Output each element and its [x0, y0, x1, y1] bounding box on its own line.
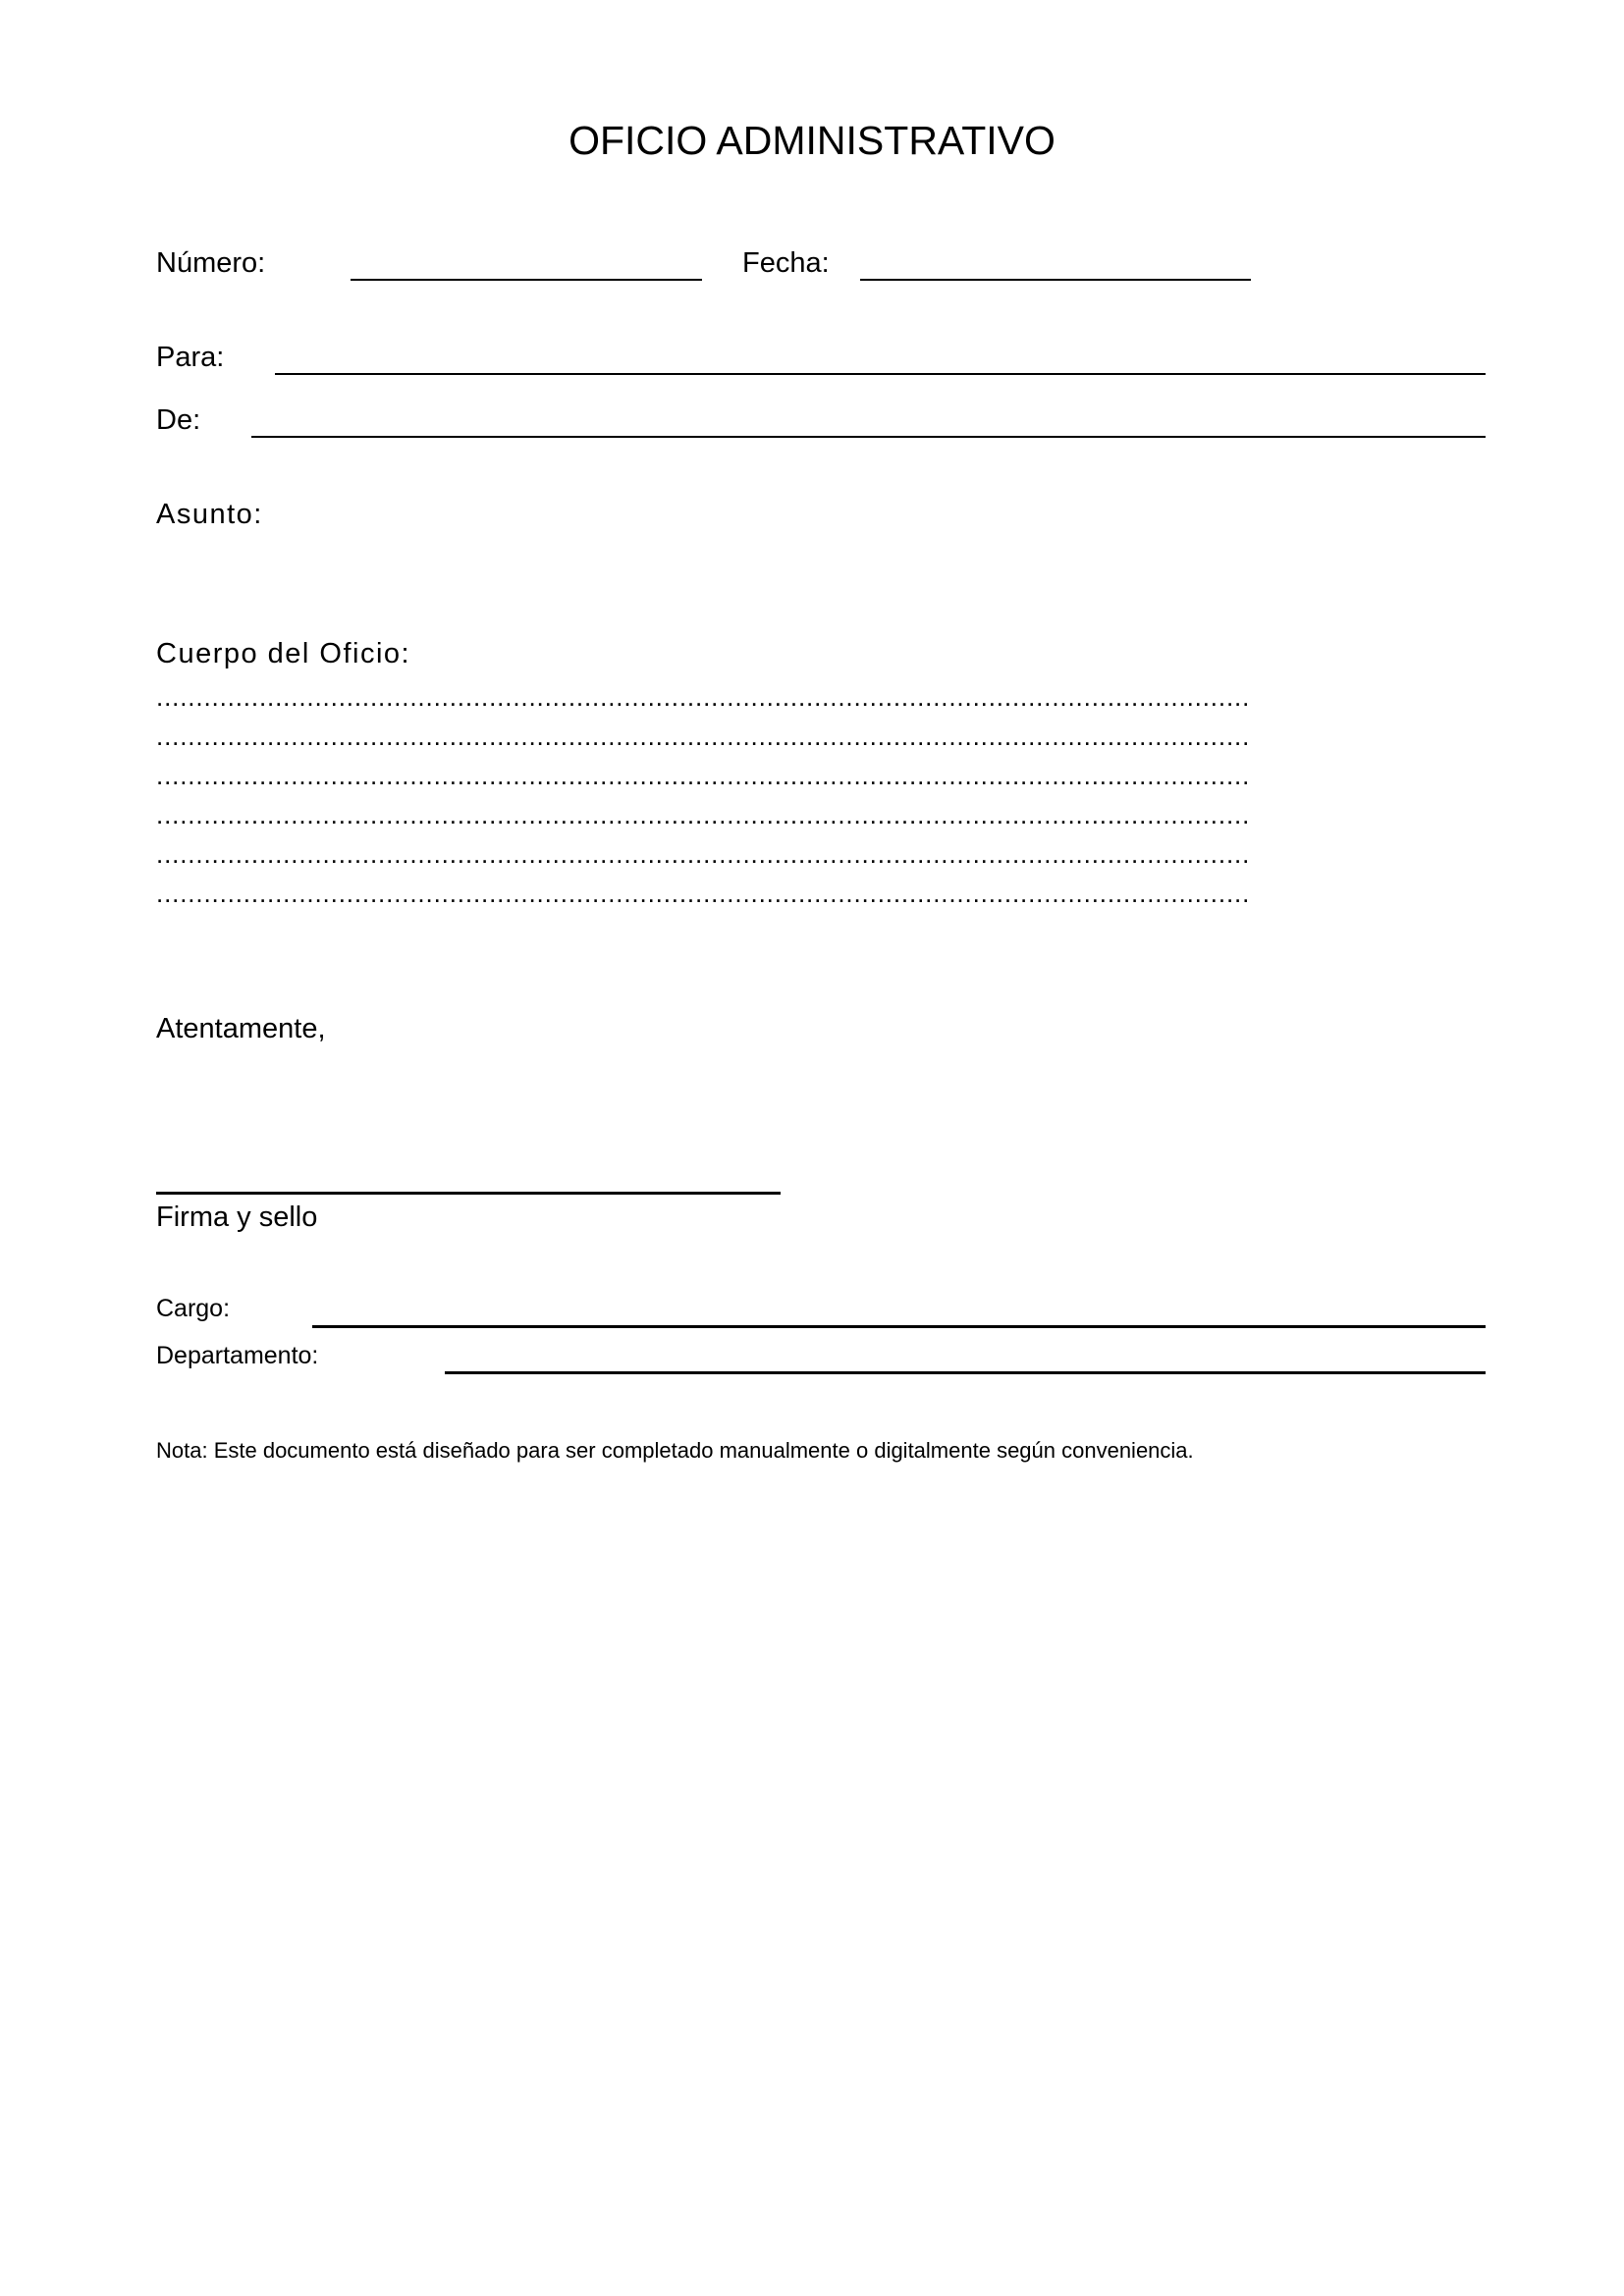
footer-note: Nota: Este documento está diseñado para ser completado manualmente o digitalmente según conveniencia. [156, 1438, 1194, 1463]
signature-line[interactable] [156, 1192, 781, 1195]
para-label: Para: [156, 342, 225, 373]
fecha-line[interactable] [860, 279, 1251, 281]
de-line[interactable] [251, 436, 1486, 438]
cargo-line[interactable] [312, 1325, 1486, 1328]
cuerpo-dotted-line[interactable]: .......................................................................................................................................... [156, 879, 1251, 908]
cuerpo-label: Cuerpo del Oficio: [156, 638, 411, 669]
de-label: De: [156, 404, 201, 436]
signature-label: Firma y sello [156, 1201, 318, 1233]
cuerpo-dotted-line[interactable]: .......................................................................................................................................... [156, 800, 1251, 829]
document-title: OFICIO ADMINISTRATIVO [568, 118, 1056, 163]
cuerpo-dotted-line[interactable]: .......................................................................................................................................... [156, 761, 1251, 790]
cuerpo-dotted-line[interactable]: .......................................................................................................................................... [156, 839, 1251, 869]
fecha-label: Fecha: [742, 247, 830, 279]
departamento-label: Departamento: [156, 1342, 319, 1369]
cargo-label: Cargo: [156, 1295, 231, 1322]
numero-label: Número: [156, 247, 266, 279]
numero-line[interactable] [351, 279, 702, 281]
asunto-label: Asunto: [156, 499, 263, 530]
departamento-line[interactable] [445, 1371, 1486, 1374]
cuerpo-dotted-line[interactable]: .......................................................................................................................................... [156, 721, 1251, 751]
closing-text: Atentamente, [156, 1013, 326, 1044]
cuerpo-dotted-line[interactable]: .......................................................................................................................................... [156, 682, 1251, 712]
para-line[interactable] [275, 373, 1486, 375]
